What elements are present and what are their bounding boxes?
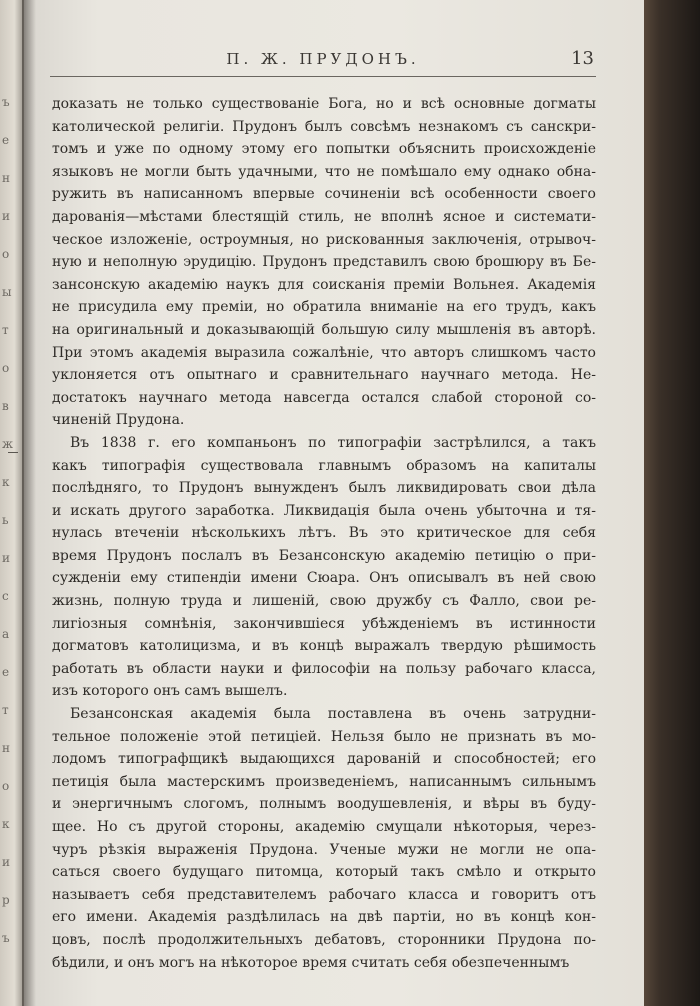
text-line: томъ и уже по одному этому его попытки объяснить происхожденіе <box>52 141 596 158</box>
facing-page-fragment: ъ <box>2 931 10 945</box>
text-line: зансонскую академію наукъ для соисканія преміи Вольнея. Академія <box>52 276 596 293</box>
facing-page-edge <box>0 0 24 1006</box>
facing-page-fragment: ж <box>2 437 14 451</box>
text-line: ружить въ написанномъ впервые сочиненіи всѣ особенности своего <box>52 186 596 203</box>
facing-page-fragment: к <box>2 817 10 831</box>
facing-page-fragment: е <box>2 133 10 147</box>
margin-mark <box>8 452 18 453</box>
facing-page-fragment: т <box>2 703 9 717</box>
text-line: уклоняется отъ опытнаго и сравнительнаго научнаго метода. Не- <box>52 367 596 384</box>
page-header <box>50 48 596 77</box>
facing-page-fragment: т <box>2 323 9 337</box>
paragraph <box>52 432 596 703</box>
facing-page-fragment: и <box>2 551 10 565</box>
text-line: петиція была мастерскимъ произведеніемъ, написаннымъ сильнымъ <box>52 773 596 790</box>
facing-page-fragment: о <box>2 779 10 793</box>
text-line: на оригинальный и доказывающій большую силу мышленія въ авторѣ. <box>52 321 596 338</box>
paragraph <box>52 93 596 432</box>
facing-page-fragment: р <box>2 893 10 907</box>
text-line: дарованія—мѣстами блестящій стиль, не вполнѣ ясное и системати- <box>52 208 596 225</box>
text-line: не присудила ему преміи, но обратила вниманіе на его трудъ, какъ <box>52 299 596 316</box>
facing-page-fragment: и <box>2 855 10 869</box>
text-line: работать въ области науки и философіи на пользу рабочаго класса, <box>52 660 596 677</box>
text-line: достатокъ научнаго метода навсегда остался слабой стороной со- <box>52 389 596 406</box>
text-line: При этомъ академія выразила сожалѣніе, что авторъ слишкомъ часто <box>52 344 596 361</box>
page-body-text <box>52 93 596 974</box>
text-line: ческое изложеніе, остроумныя, но рискованныя заключенія, отрывоч- <box>52 231 596 248</box>
text-line: жизнь, полную труда и лишеній, свою дружбу съ Фалло, свои ре- <box>52 593 596 610</box>
facing-page-fragment: с <box>2 589 9 603</box>
text-line: называетъ себя представителемъ рабочаго класса и говоритъ отъ <box>52 886 596 903</box>
facing-page-fragment: ь <box>2 513 9 527</box>
text-line: сужденіи ему стипендіи имени Сюара. Онъ описывалъ въ ней свою <box>52 570 596 587</box>
text-line: чиненій Прудона. <box>52 412 185 429</box>
text-line: щее. Но съ другой стороны, академію смущали нѣкоторыя, через- <box>52 819 596 835</box>
page-number: 13 <box>571 48 594 69</box>
book-cover-edge <box>642 0 700 1006</box>
running-title: П. Ж. ПРУДОНЪ. <box>226 50 420 68</box>
text-line: цовъ, послѣ продолжительныхъ дебатовъ, сторонники Прудона по- <box>52 931 596 948</box>
text-line: бѣдили, и онъ могъ на нѣкоторое время считать себя обезпеченнымъ <box>52 954 570 971</box>
facing-page-fragment: ъ <box>2 95 10 109</box>
text-line: какъ типографія существовала главнымъ образомъ на капиталы <box>52 457 596 474</box>
text-line: лигіозныя сомнѣнія, закончившіеся убѣжденіемъ въ истинности <box>52 615 596 632</box>
facing-page-fragment: н <box>2 741 10 755</box>
facing-page-fragment: н <box>2 171 10 185</box>
text-line: языковъ не могли быть удачными, что не помѣшало ему однако обна- <box>52 163 596 180</box>
facing-page-fragment: а <box>2 627 10 641</box>
facing-page-fragment: ы <box>2 285 12 299</box>
text-line: ную и неполную эрудицію. Прудонъ представилъ свою брошюру въ Бе- <box>52 254 596 271</box>
text-line: лодомъ типографщикѣ выдающихся дарованій и способностей; его <box>52 751 596 768</box>
text-line: его имени. Академія раздѣлилась на двѣ партіи, но въ концѣ кон- <box>52 909 596 926</box>
book-page <box>24 0 644 1006</box>
page-gutter-shadow <box>22 0 36 1006</box>
text-line: время Прудонъ послалъ въ Безансонскую академію петицію о при- <box>52 547 596 564</box>
facing-page-fragment: в <box>2 399 9 413</box>
text-line: тельное положеніе этой петиціей. Нельзя было не признать въ мо- <box>52 728 596 745</box>
text-line: саться своего будущаго питомца, который такъ смѣло и открыто <box>52 864 596 881</box>
facing-page-fragment: и <box>2 209 10 223</box>
text-line: Въ 1838 г. его компаньонъ по типографіи застрѣлился, а такъ <box>70 434 596 451</box>
text-line: нулась втеченіи нѣсколькихъ лѣтъ. Въ это критическое для себя <box>52 525 596 542</box>
text-line: доказать не только существованіе Бога, но и всѣ основные догматы <box>52 96 596 112</box>
text-line: чуръ рѣзкія выраженія Прудона. Ученые мужи не могли не опа- <box>52 841 596 858</box>
text-line: изъ которого онъ самъ вышелъ. <box>52 683 288 700</box>
text-line: католической религіи. Прудонъ былъ совсѣмъ незнакомъ съ санскри- <box>52 118 596 135</box>
facing-page-fragment: о <box>2 247 10 261</box>
text-line: Безансонская академія была поставлена въ очень затрудни- <box>70 706 596 723</box>
text-line: догматовъ католицизма, и въ концѣ выражалъ твердую рѣшимость <box>52 638 596 655</box>
facing-page-fragment: к <box>2 475 10 489</box>
text-line: послѣдняго, то Прудонъ вынужденъ былъ ликвидировать свои дѣла <box>52 480 596 497</box>
facing-page-fragment: е <box>2 665 10 679</box>
paragraph <box>52 703 596 974</box>
text-line: и энергичнымъ слогомъ, полнымъ воодушевленія, и вѣры въ буду- <box>52 796 596 813</box>
facing-page-fragment: о <box>2 361 10 375</box>
text-line: и искать другого заработка. Ликвидація была очень убыточна и тя- <box>52 502 596 519</box>
